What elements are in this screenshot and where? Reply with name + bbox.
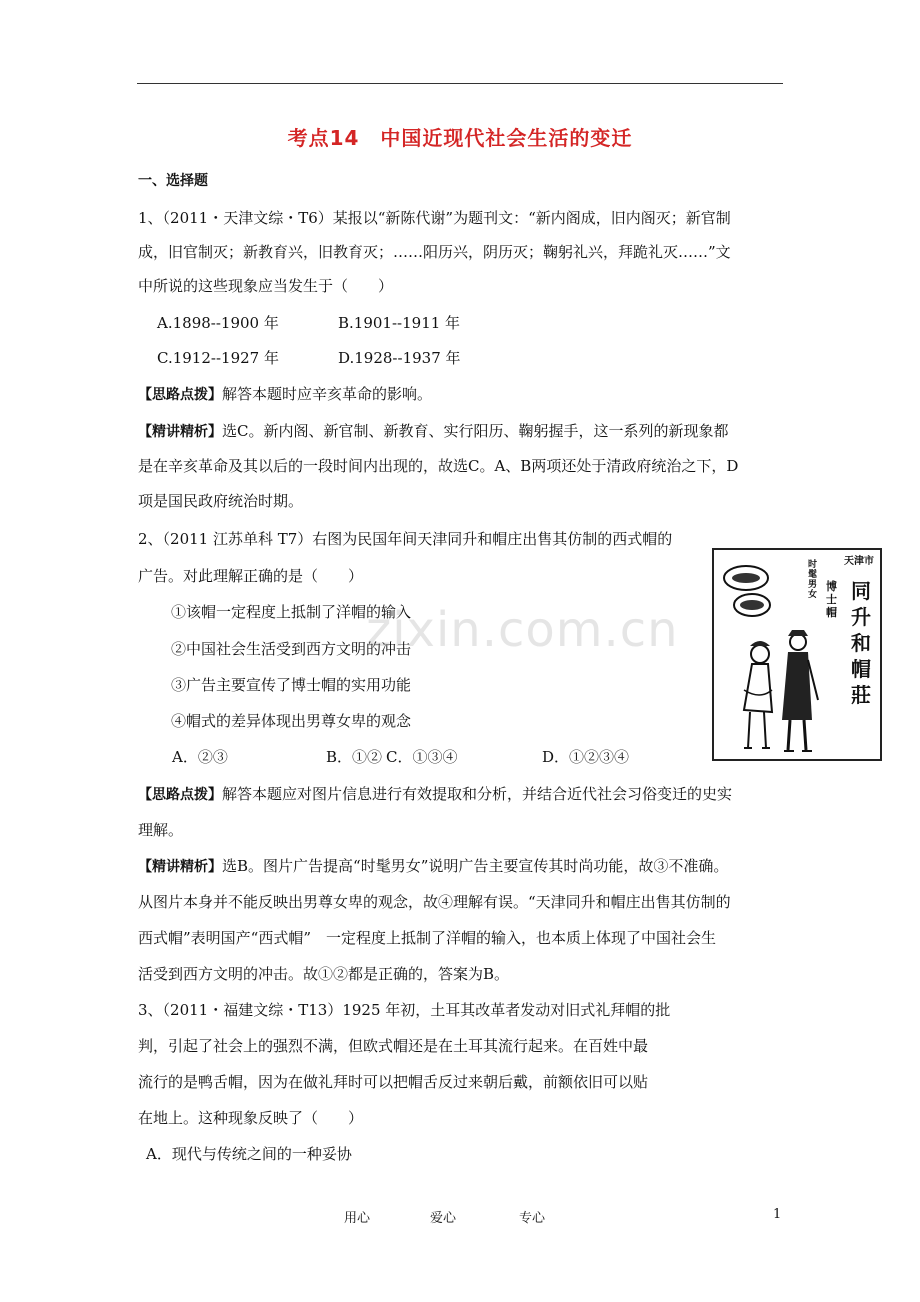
q2-analysis-label: 【精讲精析】 xyxy=(138,859,222,875)
q3-line-4: 在地上。这种现象反映了（ ） xyxy=(138,1109,364,1127)
q2-analysis-2: 从图片本身并不能反映出男尊女卑的观念，故④理解有误。“天津同升和帽庄出售其仿制的 xyxy=(138,893,731,911)
q2-line-1: 2、（2011 江苏单科 T7）右图为民国年间天津同升和帽庄出售其仿制的西式帽的 xyxy=(138,530,673,548)
q2-analysis-4: 活受到西方文明的冲击。故①②都是正确的，答案为B。 xyxy=(138,965,510,983)
ad-city: 天津市 xyxy=(844,556,874,567)
q1-hint-text: 解答本题时应辛亥革命的影响。 xyxy=(222,385,433,403)
ad-product-label: 博士帽 xyxy=(826,580,837,619)
q2-option-b: B．①② xyxy=(326,748,383,766)
q2-statement-4: ④帽式的差异体现出男尊女卑的观念 xyxy=(171,712,412,730)
q1-line-3: 中所说的这些现象应当发生于（ ） xyxy=(138,277,394,295)
watermark-text: zixin.com.cn xyxy=(366,602,679,658)
section-heading: 一、选择题 xyxy=(138,173,208,189)
q1-analysis-label: 【精讲精析】 xyxy=(138,424,222,440)
q1-option-c: C.1912--1927 年 xyxy=(157,349,279,367)
q2-hint-text-1: 解答本题应对图片信息进行有效提取和分析，并结合近代社会习俗变迁的史实 xyxy=(222,785,733,803)
page-number: 1 xyxy=(773,1207,782,1222)
q1-line-2: 成，旧官制灭；新教育兴，旧教育灭；……阳历兴，阴历灭；鞠躬礼兴，拜跪礼灭……”文 xyxy=(138,243,731,261)
page-title: 考点14 中国近现代社会生活的变迁 xyxy=(287,126,633,150)
q2-analysis-3: 西式帽”表明国产“西式帽” 一定程度上抵制了洋帽的输入，也本质上体现了中国社会生 xyxy=(138,929,717,947)
q3-line-3: 流行的是鸭舌帽，因为在做礼拜时可以把帽舌反过来朝后戴，前额依旧可以贴 xyxy=(138,1073,649,1091)
q2-statement-2: ②中国社会生活受到西方文明的冲击 xyxy=(171,640,412,658)
q3-line-1: 3、（2011・福建文综・T13）1925 年初，土耳其改革者发动对旧式礼拜帽的批 xyxy=(138,1001,671,1019)
q2-hint-1 xyxy=(138,783,732,806)
q3-option-a: A．现代与传统之间的一种妥协 xyxy=(146,1145,352,1163)
q1-option-d: D.1928--1937 年 xyxy=(338,349,461,367)
q2-line-2: 广告。对此理解正确的是（ ） xyxy=(138,567,364,585)
q2-statement-1: ①该帽一定程度上抵制了洋帽的输入 xyxy=(171,603,412,621)
footer-item-2: 爱心 xyxy=(430,1211,457,1226)
ad-shop-name: 同升和帽莊 xyxy=(851,579,871,707)
ad-slogan: 时髦男女 xyxy=(808,560,818,600)
header-rule xyxy=(137,83,783,84)
q2-option-a: A．②③ xyxy=(172,748,228,766)
q2-hint-label: 【思路点拨】 xyxy=(138,787,222,803)
q2-option-d: D．①②③④ xyxy=(542,748,630,766)
q1-hint xyxy=(138,383,432,406)
q3-line-2: 判，引起了社会上的强烈不满，但欧式帽还是在土耳其流行起来。在百姓中最 xyxy=(138,1037,649,1055)
q1-analysis-2: 是在辛亥革命及其以后的一段时间内出现的，故选C。A、B两项还处于清政府统治之下，D xyxy=(138,457,739,475)
q2-option-c: C．①③④ xyxy=(386,748,458,766)
footer-item-3: 专心 xyxy=(519,1211,546,1226)
hat-advertisement-image xyxy=(712,548,882,761)
footer-item-1: 用心 xyxy=(344,1211,371,1226)
q1-hint-label: 【思路点拨】 xyxy=(138,387,222,403)
q1-analysis-3: 项是国民政府统治时期。 xyxy=(138,492,304,510)
q1-analysis-text-1: 选C。新内阁、新官制、新教育、实行阳历、鞠躬握手，这一系列的新现象都 xyxy=(222,422,729,440)
q1-option-a: A.1898--1900 年 xyxy=(157,314,279,332)
q2-statement-3: ③广告主要宣传了博士帽的实用功能 xyxy=(171,676,412,694)
q2-analysis-1 xyxy=(138,855,728,878)
q1-option-b: B.1901--1911 年 xyxy=(338,314,461,332)
q1-line-1: 1、（2011・天津文综・T6）某报以“新陈代谢”为题刊文：“新内阁成，旧内阁灭；新官制 xyxy=(138,209,731,227)
q2-analysis-text-1: 选B。图片广告提高“时髦男女”说明广告主要宣传其时尚功能，故③不准确。 xyxy=(222,857,729,875)
q2-hint-2: 理解。 xyxy=(138,821,184,839)
q1-analysis-1 xyxy=(138,420,728,443)
